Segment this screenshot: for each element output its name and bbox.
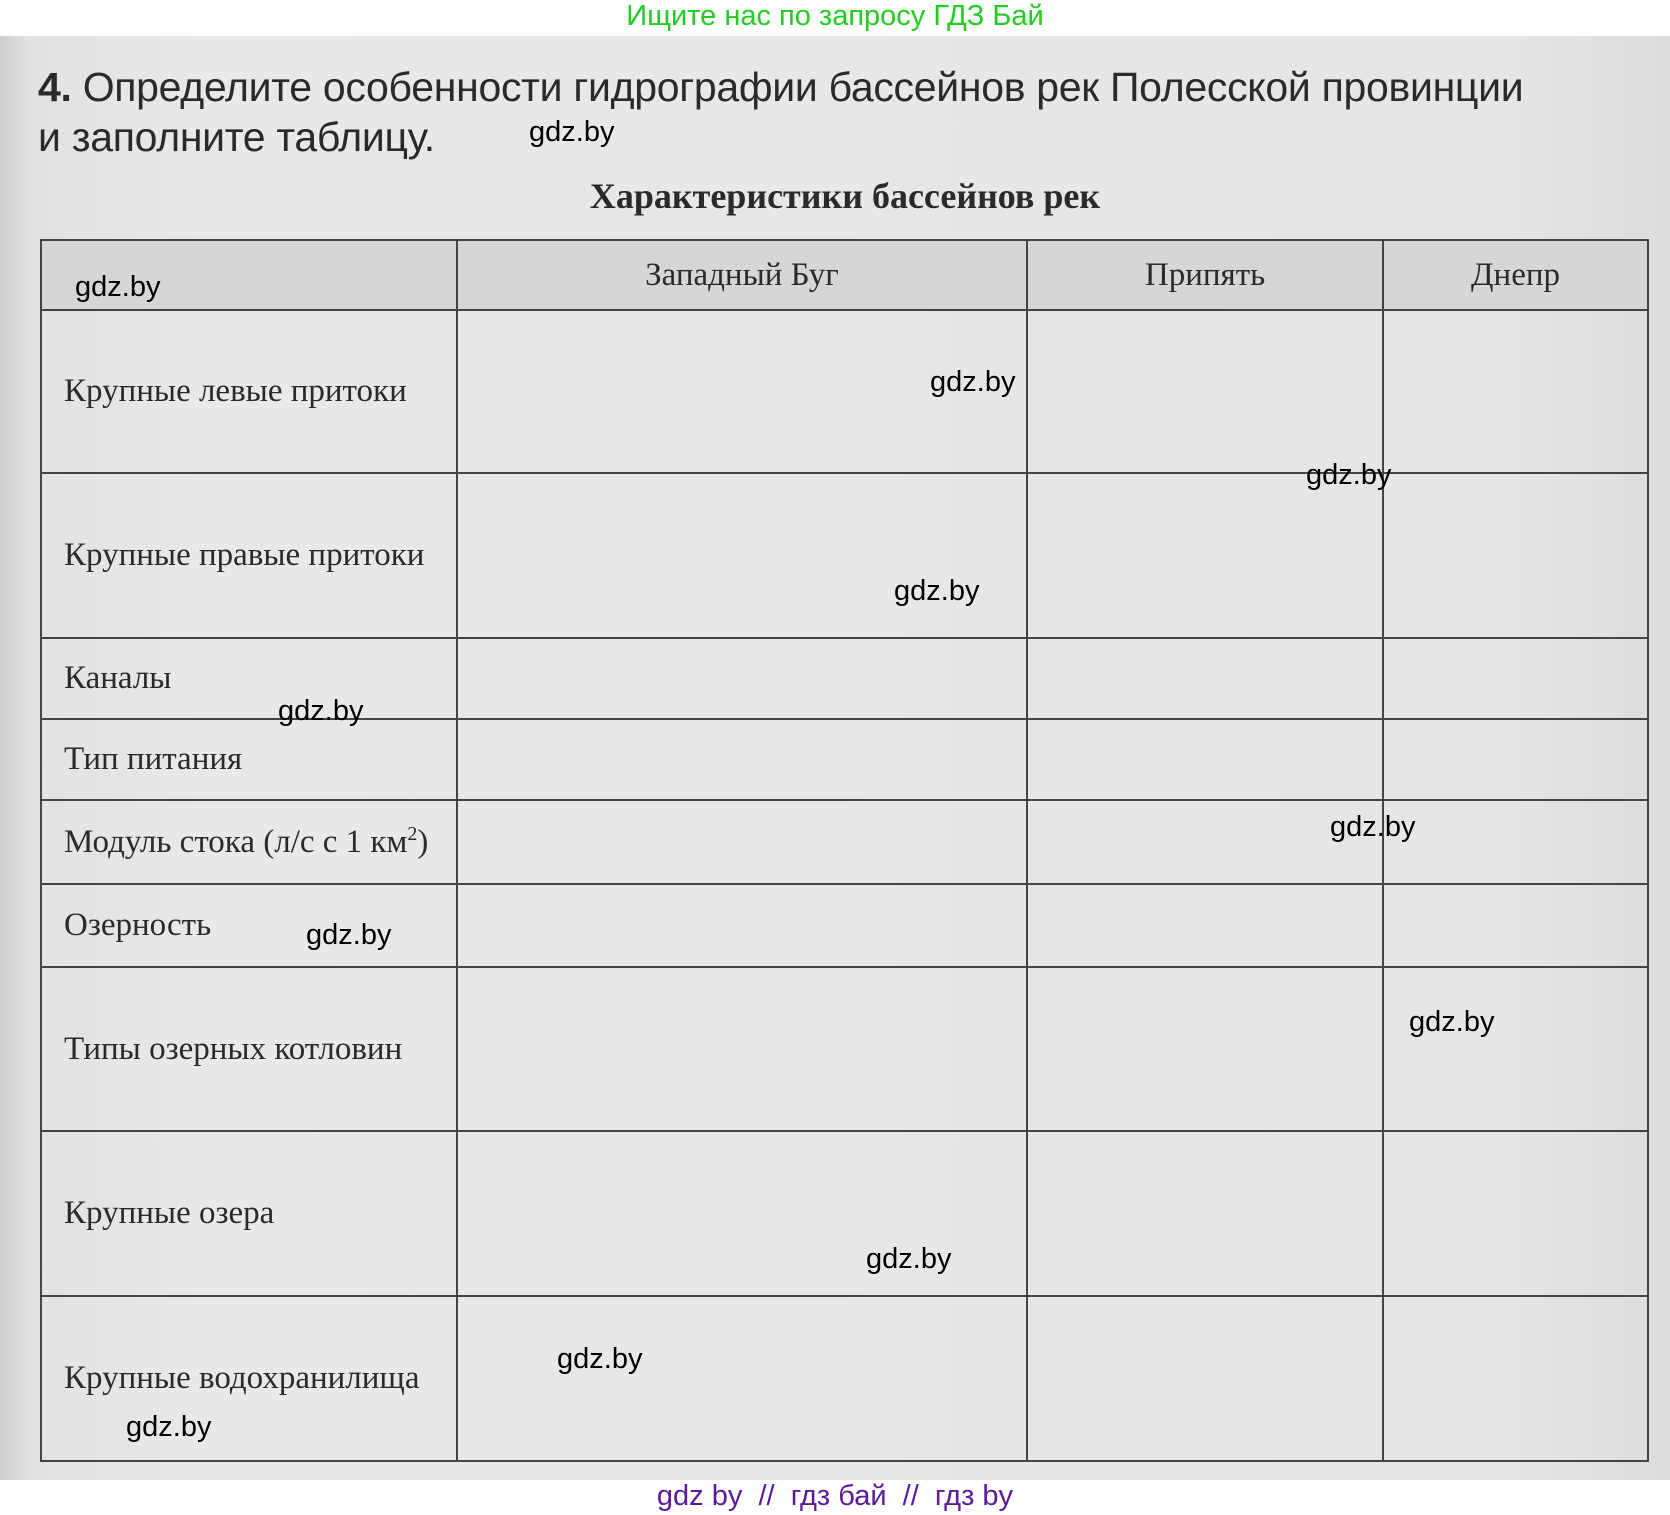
answer-cell[interactable]: [1383, 310, 1648, 473]
watermark: gdz.by: [930, 366, 1016, 398]
row-label: Крупные озера: [41, 1131, 457, 1296]
answer-cell[interactable]: [1027, 1296, 1383, 1461]
answer-cell[interactable]: [1027, 638, 1383, 719]
answer-cell[interactable]: [1383, 473, 1648, 638]
footer-watermark: gdz by // гдз бай // гдз by: [656, 1480, 1014, 1512]
watermark: gdz.by: [894, 575, 980, 607]
watermark: gdz.by: [306, 919, 392, 951]
header-western-bug: Западный Буг: [457, 240, 1027, 310]
answer-cell[interactable]: [457, 967, 1027, 1131]
answer-cell[interactable]: [1027, 1131, 1383, 1296]
watermark: gdz.by: [1330, 811, 1416, 843]
answer-cell[interactable]: [1027, 884, 1383, 967]
answer-cell[interactable]: [1383, 967, 1648, 1131]
table-header-row: [41, 240, 1648, 310]
answer-cell[interactable]: [457, 884, 1027, 967]
watermark: gdz.by: [866, 1243, 952, 1275]
watermark: gdz.by: [1306, 459, 1392, 491]
table-row: [41, 1296, 1648, 1461]
row-label: Модуль стока (л/с с 1 $км^2$): [41, 800, 457, 884]
watermark: gdz.by: [126, 1411, 212, 1443]
search-banner: Ищите нас по запросу ГДЗ Бай: [626, 0, 1044, 32]
table-row: [41, 1131, 1648, 1296]
answer-cell[interactable]: [1027, 967, 1383, 1131]
answer-cell[interactable]: [457, 473, 1027, 638]
header-dnieper: Днепр: [1383, 240, 1648, 310]
row-label: Озерность: [41, 884, 457, 967]
answer-cell[interactable]: [1383, 884, 1648, 967]
row-label: Крупные левые притоки: [41, 310, 457, 473]
table-row: [41, 310, 1648, 473]
answer-cell[interactable]: [457, 719, 1027, 800]
row-label: Крупные водохранилища: [41, 1296, 457, 1461]
answer-cell[interactable]: [1383, 638, 1648, 719]
table-caption: Характеристики бассейнов рек: [589, 176, 1101, 216]
watermark: gdz.by: [529, 116, 615, 148]
answer-cell[interactable]: [1383, 719, 1648, 800]
table-row: [41, 967, 1648, 1131]
task-title-line2: и заполните таблицу.: [38, 114, 435, 160]
header-pripyat: Припять: [1027, 240, 1383, 310]
answer-cell[interactable]: [1383, 1296, 1648, 1461]
answer-cell[interactable]: [457, 638, 1027, 719]
watermark: gdz.by: [75, 271, 161, 303]
answer-cell[interactable]: [1027, 310, 1383, 473]
answer-cell[interactable]: [457, 1296, 1027, 1461]
answer-cell[interactable]: [1027, 719, 1383, 800]
table-row: [41, 473, 1648, 638]
row-label: Типы озерных котловин: [41, 967, 457, 1131]
watermark: gdz.by: [278, 695, 364, 727]
answer-cell[interactable]: [457, 800, 1027, 884]
answer-cell[interactable]: [1383, 800, 1648, 884]
watermark: gdz.by: [557, 1343, 643, 1375]
row-label: Тип питания: [41, 719, 457, 800]
row-label: Крупные правые притоки: [41, 473, 457, 638]
task-title-line1: 4. Определите особенности гидрографии бассейнов рек Полесской провинции: [38, 64, 1524, 110]
answer-cell[interactable]: [1027, 473, 1383, 638]
table-row: [41, 719, 1648, 800]
row-label: Каналы: [41, 638, 457, 719]
watermark: gdz.by: [1409, 1006, 1495, 1038]
river-basins-table: [40, 239, 1649, 1462]
table-row: [41, 884, 1648, 967]
answer-cell[interactable]: [1383, 1131, 1648, 1296]
